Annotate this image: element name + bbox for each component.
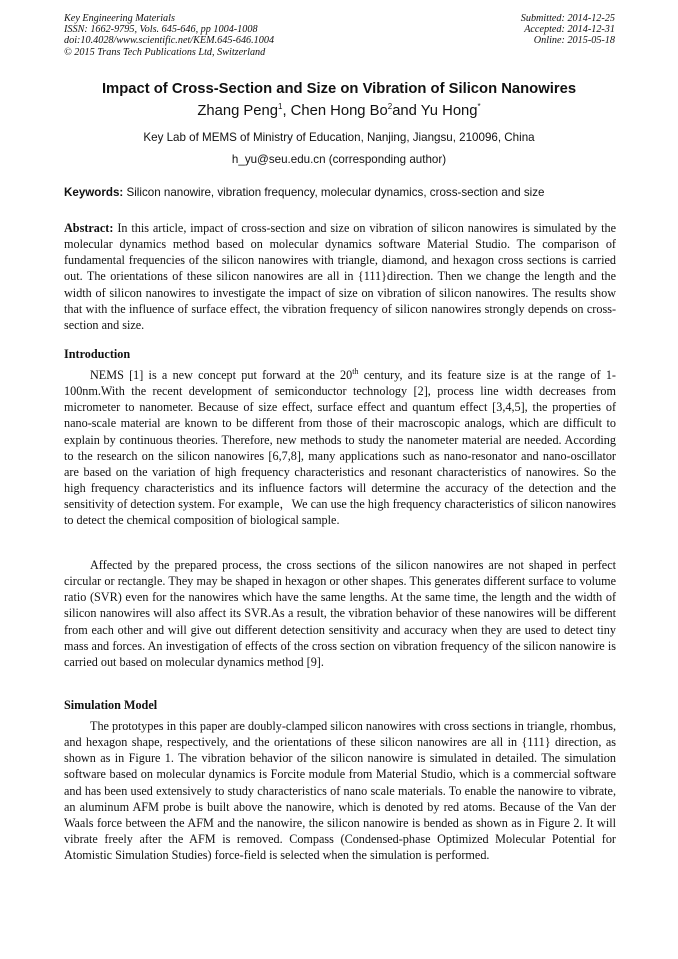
author-1-affil: 1 (277, 102, 283, 112)
simulation-body (64, 718, 616, 863)
author-list (0, 103, 678, 119)
section-heading-simulation-model: Simulation Model (64, 698, 158, 712)
intro-paragraph-1 (64, 367, 616, 529)
author-3-affil: * (477, 102, 481, 112)
intro-p1-sup: th (352, 366, 359, 376)
online-date: Online: 2015-05-18 (533, 35, 615, 47)
corresponding-email: h_yu@seu.edu.cn (corresponding author) (231, 153, 447, 166)
intro-p1-text-b: century, and its feature size is at the range of 1-100nm.With the recent development of semiconductor technology [2], process line width decreases from micrometer to nanometer. Because of size effect, surface effect and quantum effect [3,4,5], the properties of nano-scale material are known to be different from those of their macroscopic analogs, which are difficult to explain by continuous theories. Therefore, new methods to study the nanometer material are needed. According to the research on the silicon nanowires [6,7,8], many applications such as nano-resonator and nano-oscillator are based on the variation of high frequency characteristics and resonant characteristics of nanowires. So the high frequency characteristics and its influence factors will determine the accuracy of the detection and the sensitivity of detection system. For example，We can use the high frequency characteristics of silicon nanowires to detect the chemical composition of biological sample. (64, 368, 616, 528)
accepted-date: Accepted: 2014-12-31 (524, 24, 615, 36)
submission-dates (521, 13, 615, 47)
author-separator: , (282, 103, 291, 119)
journal-name: Key Engineering Materials (64, 13, 175, 24)
abstract-text: In this article, impact of cross-section and size on vibration of silicon nanowires is simulated by the molecular dynamics method based on molecular dynamics software Material Studio. The comparison of fundamental frequencies of the silicon nanowires with triangle, diamond, and hexagon cross sections is carried out. The orientations of these silicon nanowires are all in {111}direction. Then we change the length and the width of silicon nanowires to investigate the impact of size on vibration of silicon nanowires. The results show that with the influence of surface effect, the vibration frequency of silicon nanowires strongly depends on cross-section and size. (64, 221, 616, 332)
simulation-paragraph-1: The prototypes in this paper are doubly-clamped silicon nanowires with cross sections in triangle, rhombus, and hexagon shape, respectively, and the orientations of these silicon nanowires are all in {111} direction, as shown as in Figure 1. The vibration behavior of the silicon nanowire is simulated in detailed. The simulation software based on molecular dynamics is Forcite module from Material Studio, which is a commercial software and has been used extensively to study characteristics of nano scale materials. To enable the nanowire to vibrate, an aluminum AFM probe is built above the nanowire, which is denoted by red atoms. Because of the Van der Waals force between the AFM and the nanowire, the silicon nanowire is bended as shown as in Figure 2. It will vibrate freely after the AFM is removed. Compass (Condensed-phase Optimized Molecular Potential for Atomistic Simulation Studies) force-field is selected when the simulation is performed. (64, 719, 616, 863)
keywords-label: Keywords: (64, 186, 124, 199)
author-1: Zhang Peng (197, 103, 278, 119)
introduction-body-2 (64, 557, 616, 670)
keywords (64, 186, 616, 199)
abstract-paragraph (64, 220, 616, 333)
intro-p1-text-a: NEMS [1] is a new concept put forward at the 20 (90, 368, 353, 382)
journal-doi: doi:10.4028/www.scientific.net/KEM.645-646.1004 (64, 35, 275, 47)
keywords-text: Silicon nanowire, vibration frequency, molecular dynamics, cross-section and size (123, 186, 545, 199)
intro-paragraph-2: Affected by the prepared process, the cross sections of the silicon nanowires are not shaped in perfect circular or rectangle. They may be shaped in hexagon or other shapes. This generates different surface to volume ratio (SVR) even for the nanowires which have the same lengths. At the same time, the length and the width of silicon nanowires will also affect its SVR.As a result, the vibration behavior of these nanowires will be different from each other and will give out different detection sensitivity and accuracy when they are used to detect tiny mass and forces. An investigation of effects of the cross section on vibration frequency of the silicon nanowire is carried out based on molecular dynamics method [9]. (64, 558, 616, 669)
paper-title: Impact of Cross-Section and Size on Vibration of Silicon Nanowires (101, 81, 577, 97)
author-2: Chen Hong Bo (290, 103, 388, 119)
introduction-body (64, 367, 616, 529)
journal-copyright: © 2015 Trans Tech Publications Ltd, Switzerland (64, 46, 266, 58)
abstract-label: Abstract: (64, 221, 114, 235)
journal-info (64, 13, 274, 58)
abstract (64, 220, 616, 333)
journal-issn: ISSN: 1662-9795, Vols. 645-646, pp 1004-1008 (64, 24, 258, 36)
author-2-affil: 2 (387, 102, 393, 112)
submitted-date: Submitted: 2014-12-25 (520, 13, 615, 24)
author-3: and Yu Hong (392, 103, 478, 119)
section-heading-introduction: Introduction (64, 347, 131, 361)
affiliation: Key Lab of MEMS of Ministry of Education, Nanjing, Jiangsu, 210096, China (143, 131, 535, 144)
